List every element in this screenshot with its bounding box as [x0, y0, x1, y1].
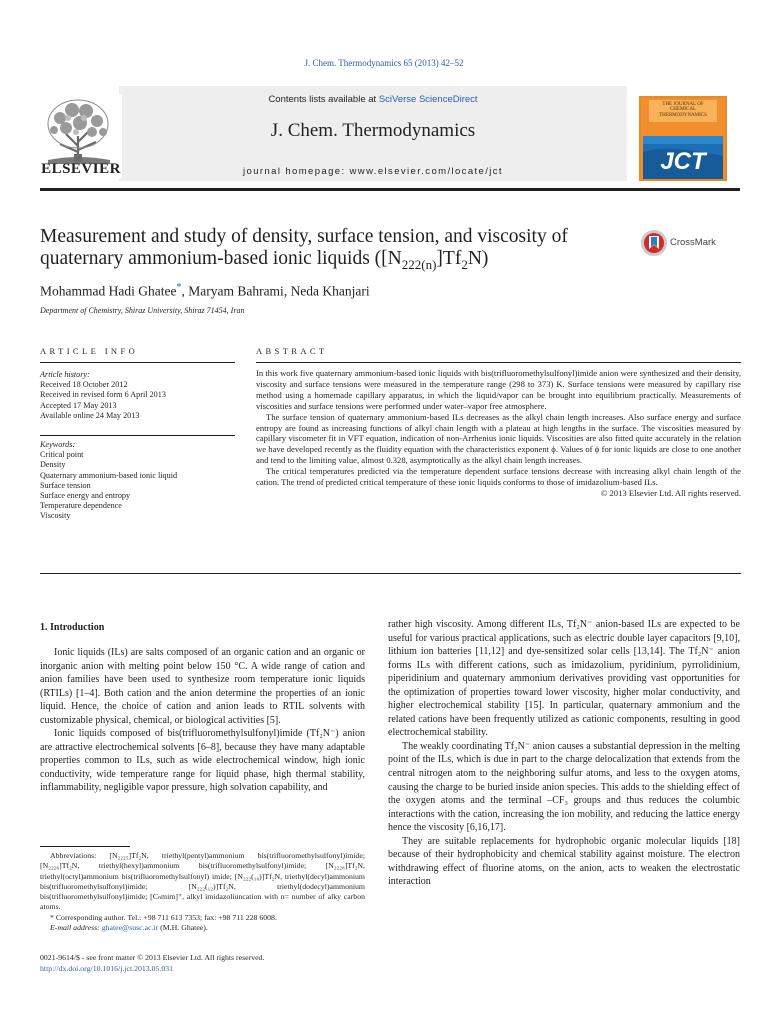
title-line-2-sub: 222(n) — [401, 256, 437, 272]
footnote-email — [40, 923, 365, 933]
body-paragraph: They are suitable replacements for hydrophobic organic molecular liquids [18] because of their hydrophobicity and chemical stability against moisture. The electron withdrawing effect of fluorine atoms, on the anion, acts to weaken the electrostatic interaction — [388, 835, 740, 888]
crossmark-icon — [640, 229, 668, 257]
keyword-item: Quaternary ammonium-based ionic liquid — [40, 470, 178, 480]
body-paragraph: Ionic liquids composed of bis(trifluoromethylsulfonyl)imide (Tf₂N⁻) anion are attractive electrochemical solvents [6–8], because they have many adaptable properties common to ILs, such as wide electrochemical window, high ionic conductivity, wide temperature range for liquid phase, high thermal stability, inflammability, negligible vapor pressure, high solvation capability, and — [40, 728, 365, 794]
footnote-abbreviations: Abbreviations: [N₂₂₂₅]Tf₂N, triethyl(pentyl)ammonium bis(trifluoromethylsulfonyl)imide; [N₂₂₂₆]Tf₂N, triethyl(hexyl)ammonium bis(trifluoromethylsulfonyl)imide; [N₂₂₂₈]Tf₂N, triethyl(octyl)ammonium bis(trifluoromethylsulfonyl) imide; [N₂₂₂(₁₀)]Tf₂N, triethyl(decyl)ammonium bis(trifluoromethylsulfonyl)imide; [N₂₂₂(₁₂)]Tf₂N, triethyl(dodecyl)ammonium bis(trifluoromethylsulfonyl)imide; [Cₙmim]⁺, alkyl imidazoliuncation with n= number of alky carbon atoms. — [40, 851, 365, 912]
bottom-meta — [40, 952, 440, 974]
title-line-2-sub2: 2 — [461, 256, 468, 272]
keyword-item: Density — [40, 460, 66, 470]
journal-citation-link[interactable]: J. Chem. Thermodynamics 65 (2013) 42–52 — [304, 58, 464, 68]
email-suffix: (M.H. Ghatee). — [158, 923, 208, 933]
abstract-rule-bottom — [40, 573, 741, 574]
keyword-item: Surface tension — [40, 480, 91, 490]
corresponding-author-mark[interactable]: * — [176, 282, 182, 293]
keyword-item: Viscosity — [40, 511, 71, 521]
email-label: E-mail address: — [50, 923, 102, 933]
body-paragraph: rather high viscosity. Among different ILs, Tf₂N⁻ anion-based ILs are expected to be useful for various practical applications, such as electric double layer capacitors [9,10], lithium ion batteries [11,12] and dye-sensitized solar cells [13,14]. The Tf₂N⁻ anion forms ILs with different cations, such as imidazolium, pyridinium, pyrrolidinium, piperidinium and quaternary ammonium derivatives providing vast opportunities for the optimization of properties toward lower viscosity, higher molar conductivity, and higher electrochemical stability [15]. In particular, quaternary ammonium and the related cations have been frequently utilized as cationic components, resulting in good electrochemical stability. — [388, 619, 740, 739]
abstract-paragraph: In this work five quaternary ammonium-based ionic liquids with bis(trifluoromethylsulfonyl)imide anion were synthesized and their density, viscosity and surface tensions were measured in the temperature range (298 to 373) K. Surface tensions were measured by capillary rise method using a homemade capillary apparatus, in which the liquid/vapor can be brought into equilibrium practically. Measurements of viscosities and surface tensions were performed under water–vapor free atmosphere. — [256, 368, 741, 411]
body-paragraph: The weakly coordinating Tf₂N⁻ anion causes a substantial depression in the melting point of the ILs, which is due in part to the charge delocalization that extends from the central nitrogen atom to the neighboring sulfur atoms, and less to the oxygen atoms, causing the charge to be buried inside anion species. This adds to the shielding effect of the oxygen atoms and the terminal –CF₃ groups and thus reduces the columbic interactions with the cation, increasing the ion mobility, and reducing the lattice energy hence the viscosity [6,16,17]. — [388, 740, 740, 834]
keyword-item: Critical point — [40, 450, 84, 460]
contents-prefix: Contents lists available at — [268, 94, 379, 105]
history-item: Available online 24 May 2013 — [40, 410, 140, 420]
doi-link[interactable]: http://dx.doi.org/10.1016/j.jct.2013.05.031 — [40, 964, 174, 973]
keywords-list — [40, 440, 240, 522]
cover-abbrev: JCT — [660, 148, 706, 175]
body-right-column — [388, 618, 740, 889]
crossmark-badge[interactable] — [640, 229, 730, 257]
title-line-1: Measurement and study of density, surface tension, and viscosity of — [40, 226, 568, 247]
elsevier-wordmark: ELSEVIER — [41, 161, 121, 177]
section-heading-introduction: 1. Introduction — [40, 622, 105, 633]
history-item: Accepted 17 May 2013 — [40, 400, 117, 410]
article-info-rule — [40, 362, 235, 363]
abstract-body — [256, 368, 741, 498]
title-line-2-mid: ]Tf — [436, 248, 462, 269]
body-paragraph: Ionic liquids (ILs) are salts composed of an organic cation and an organic or inorganic anion with melting point below 150 °C. A wide range of cation and anion families have been used to synthesize room temperature ionic liquids (RTILs) [1–4]. Both cation and the anion determine the properties of an ionic liquid. Hence, the choice of cation and anion leads to RTIL solvents with customizable physical, chemical, or biological activities [5]. — [40, 647, 365, 726]
contents-availability — [119, 94, 627, 105]
article-title — [40, 226, 620, 276]
history-item: Received 18 October 2012 — [40, 380, 128, 390]
header-divider — [40, 188, 740, 191]
issn-line: 0021-9614/$ - see front matter © 2013 Elsevier Ltd. All rights reserved. — [40, 953, 265, 962]
journal-cover-image[interactable] — [639, 96, 727, 181]
keywords-rule — [40, 435, 235, 436]
abstract-paragraph: The surface tension of quaternary ammonium-based ILs decreases as the alkyl chain length increases. Also surface energy and surface entropy are found as increasing functions of alkyl chain length with a plateau at high lengths in the surface. The viscosities measured by capillary viscometer fit in VFT equation, indication of non-Arrhenius ionic liquids. Viscosities are also fitted quite accurately in the relation we have developed recently as the fluidity equation with the characteristics exponent ϕ. Values of ϕ for ionic liquids are close to one another and tend to the limiting value, almost 0.328, asymptotically as the alkyl chain length increases. — [256, 411, 741, 466]
body-left-column — [40, 646, 365, 795]
footnotes — [40, 851, 365, 933]
sciencedirect-link[interactable]: SciVerse ScienceDirect — [378, 94, 478, 105]
crossmark-label: CrossMark — [670, 237, 716, 248]
history-item: Received in revised form 6 April 2013 — [40, 390, 166, 400]
email-link[interactable]: ghatee@susc.ac.ir — [101, 923, 159, 933]
keyword-item: Temperature dependence — [40, 501, 122, 511]
journal-title: J. Chem. Thermodynamics — [270, 120, 476, 141]
keywords-label: Keywords: — [40, 440, 76, 449]
abstract-copyright: © 2013 Elsevier Ltd. All rights reserved. — [600, 487, 741, 498]
abstract-rule-top — [256, 362, 741, 363]
footnote-rule — [40, 846, 130, 847]
article-info-heading: ARTICLE INFO — [40, 346, 139, 356]
abstract-heading: ABSTRACT — [256, 346, 328, 356]
keyword-item: Surface energy and entropy — [40, 491, 131, 501]
journal-homepage[interactable]: journal homepage: www.elsevier.com/locate/jct — [243, 166, 503, 177]
coauthors: , Maryam Bahrami, Neda Khanjari — [181, 283, 370, 299]
author-name: Mohammad Hadi Ghatee — [40, 283, 177, 299]
abstract-paragraph: The critical temperatures predicted via the temperature dependent surface tensions decrease with increasing alkyl chain length of the cation. The trend of predicted critical temperature of these ionic liquids conforms to those of imidazolium-based ILs. — [256, 466, 741, 488]
cover-title-text: THE JOURNAL OF CHEMICAL THERMODYNAMICS — [659, 102, 707, 118]
authors-line — [40, 282, 370, 300]
article-history — [40, 370, 240, 421]
footnote-corresponding: * Corresponding author. Tel.: +98 711 613 7353; fax: +98 711 228 6008. — [50, 912, 277, 922]
title-line-2-end: N) — [467, 248, 489, 269]
title-line-2-pre: quaternary ammonium-based ionic liquids ([N — [40, 248, 402, 269]
affiliation: Department of Chemistry, Shiraz University, Shiraz 71454, Iran — [40, 306, 245, 315]
elsevier-logo — [40, 94, 122, 179]
history-label: Article history: — [40, 370, 90, 379]
